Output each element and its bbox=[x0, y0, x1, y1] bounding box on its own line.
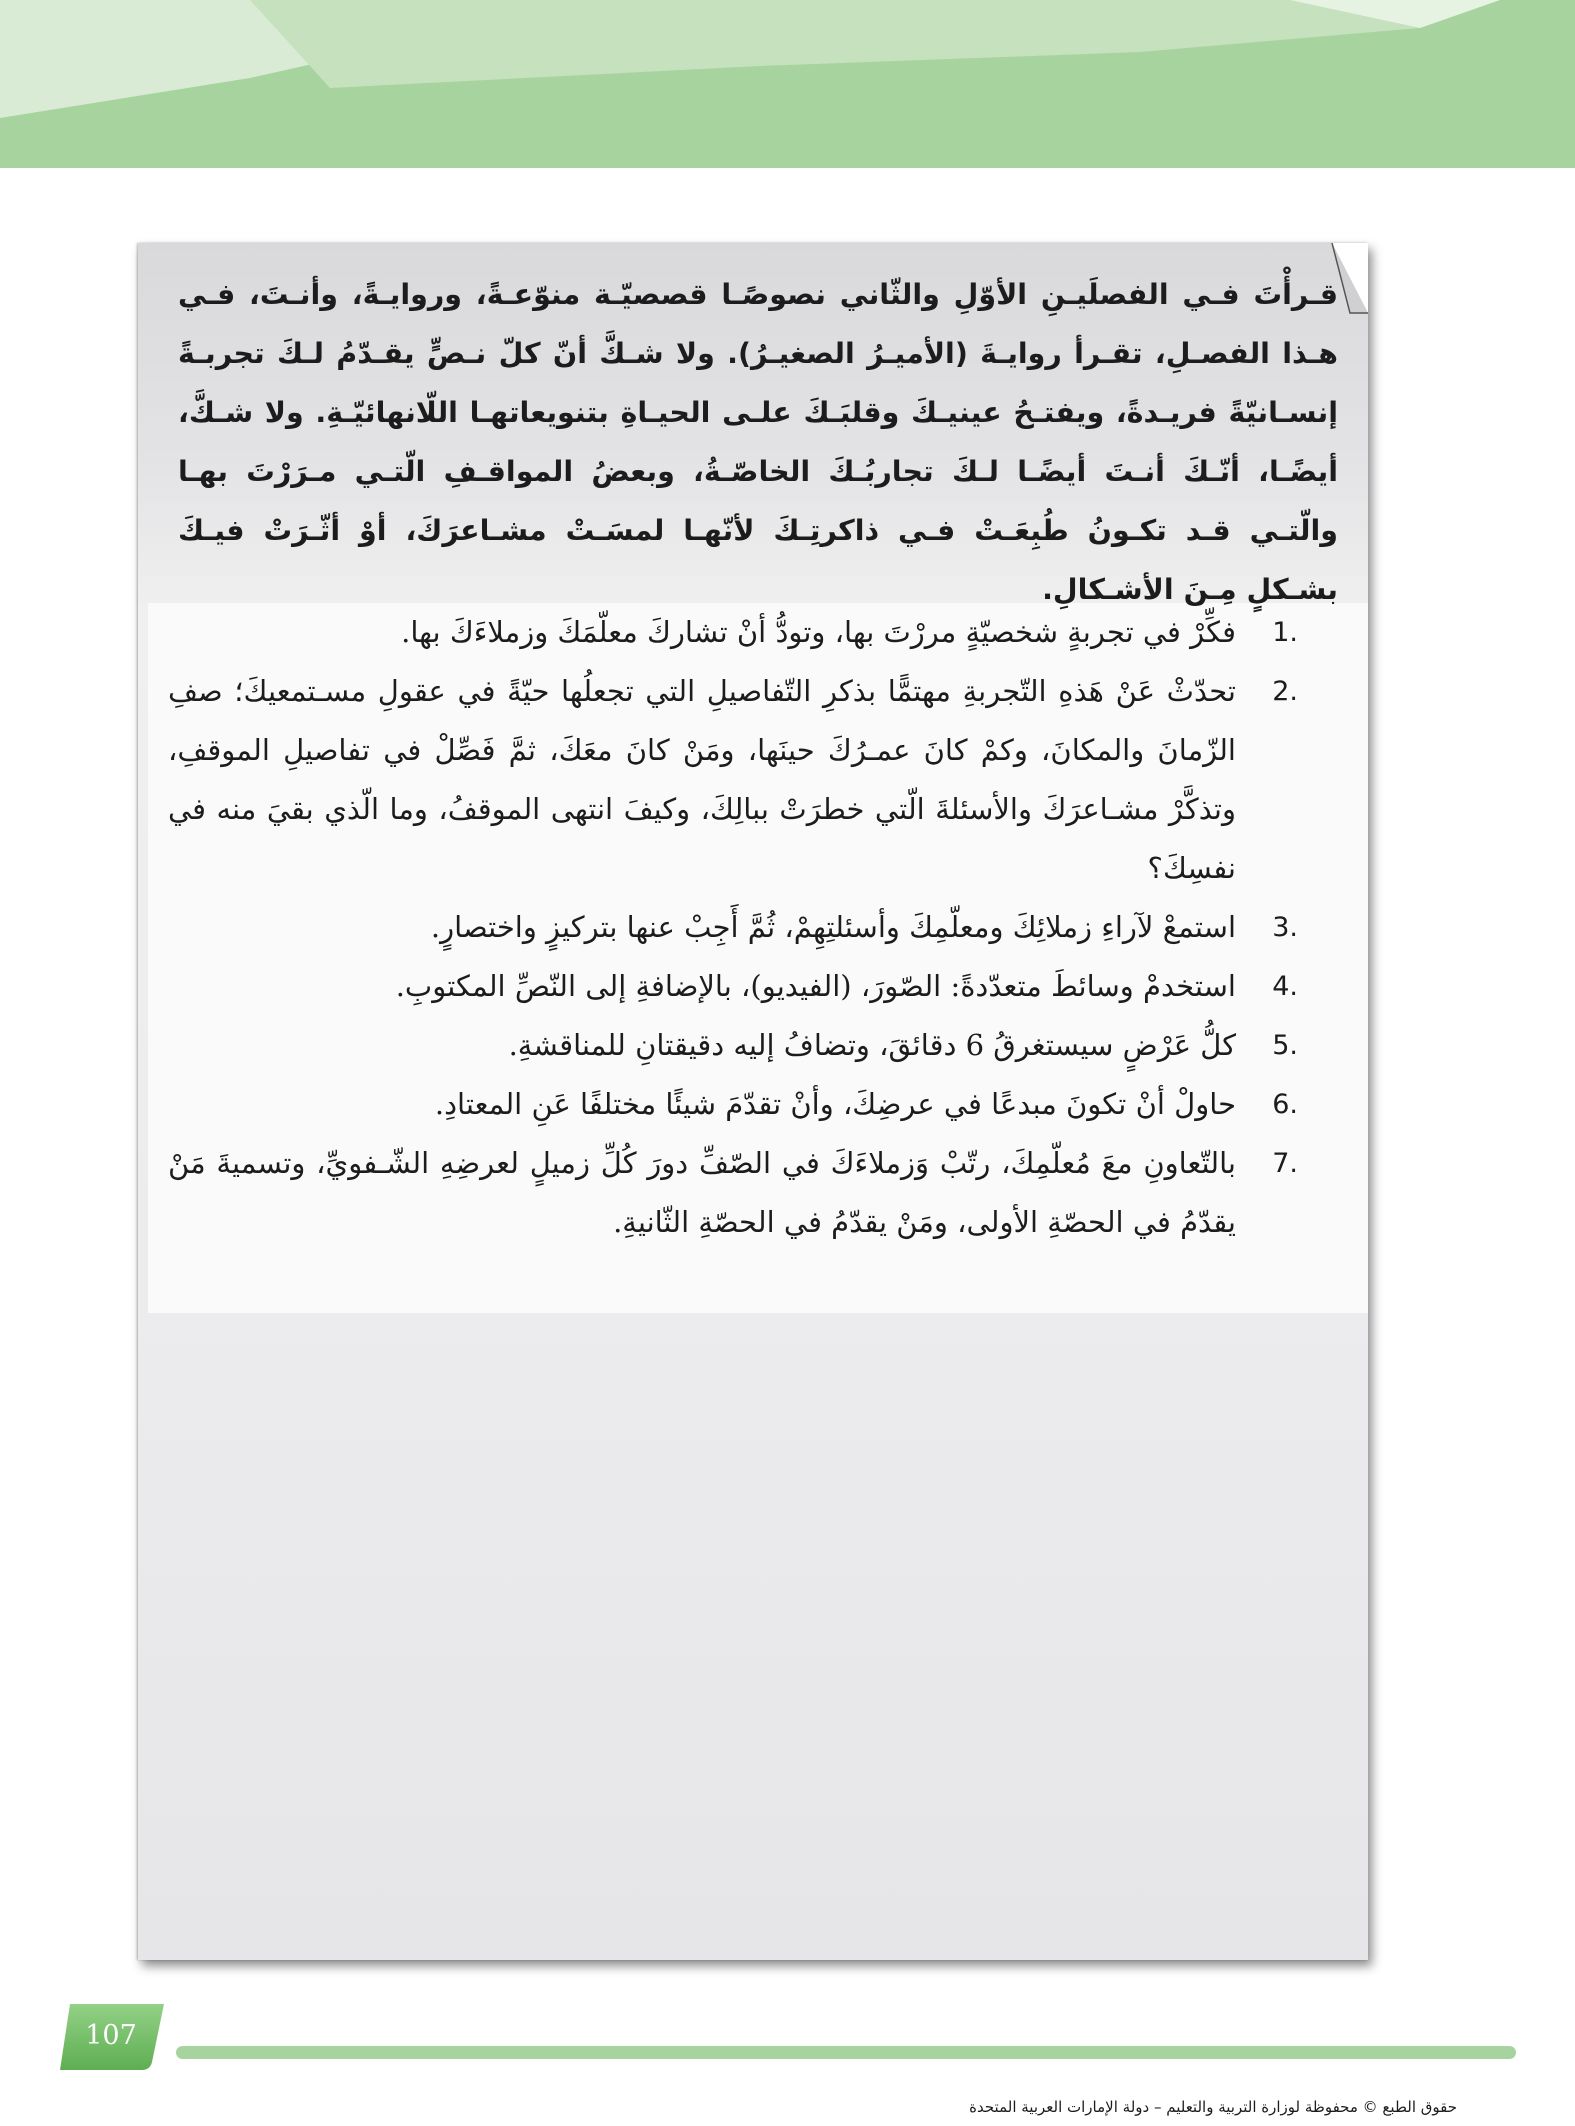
item-number: 5. bbox=[1272, 1030, 1298, 1061]
content-card bbox=[138, 243, 1368, 1960]
item-text: استمعْ لآراءِ زملائِكَ ومعلّمِكَ وأسئلتِهِمْ، ثُمَّ أَجِبْ عنها بتركيزٍ واختصارٍ. bbox=[430, 910, 1236, 944]
list-item bbox=[168, 603, 1298, 662]
header-shapes bbox=[0, 0, 1575, 168]
page-number: 107 bbox=[85, 2020, 137, 2051]
list-item bbox=[168, 1016, 1298, 1075]
item-text: استخدمْ وسائطَ متعدّدةً: الصّورَ، (الفيديو)، بالإضافةِ إلى النّصِّ المكتوبِ. bbox=[395, 969, 1236, 1003]
list-item bbox=[168, 1134, 1298, 1252]
item-number: 3. bbox=[1272, 912, 1298, 943]
item-number: 4. bbox=[1272, 971, 1298, 1002]
list-item bbox=[168, 1075, 1298, 1134]
item-text: كلُّ عَرْضٍ سيستغرقُ 6 دقائقَ، وتضافُ إليه دقيقتانِ للمناقشةِ. bbox=[508, 1028, 1236, 1062]
item-number: 7. bbox=[1272, 1148, 1298, 1179]
intro-paragraph: قـرأْتَ فـي الفصلَيـنِ الأوّلِ والثّاني نصوصًـا قصصيّـة منوّعـةً، وروايـةً، وأنـتَ، فـي هـذا الفصـلِ، تقـرأ روايـةَ (الأميـرُ الصغيـرُ). ولا شـكَّ أنّ كلّ نـصٍّ يقـدّمُ لـكَ تجربـةً إنسـانيّةً فريـدةً، ويفتـحُ عينيـكَ وقلبَـكَ علـى الحيـاةِ بتنويعاتهـا اللّانهائيّـةِ. ولا شـكَّ، أيضًـا، أنّـكَ أنـتَ أيضًـا لـكَ تجاربُـكَ الخاصّـةُ، وبعضُ المواقـفِ الّتـي مـرَرْتَ بهـا والّتـي قـد تكـونُ طُبِعَـتْ فـي ذاكرتِـكَ لأنّهـا لمسَـتْ مشـاعرَكَ، أوْ أثّـرَتْ فيـكَ بشـكلٍ مِـنَ الأشـكالِ. bbox=[178, 278, 1338, 606]
copyright-notice: حقوق الطبع © محفوظة لوزارة التربية والتعليم – دولة الإمارات العربية المتحدة bbox=[969, 2098, 1457, 2116]
header-band bbox=[0, 0, 1575, 168]
item-text: تحدّثْ عَنْ هَذهِ التّجربةِ مهتمًّا بذكرِ التّفاصيلِ التي تجعلُها حيّةً في عقولِ مسـتمعيكَ؛ صفِ الزّمانَ والمكانَ، وكمْ كانَ عمـرُكَ حينَها، ومَنْ كانَ معَكَ، ثمَّ فَصِّلْ في تفاصيلِ الموقفِ، وتذكَّرْ مشـاعرَكَ والأسئلةَ الّتي خطرَتْ ببالِكَ، وكيفَ انتهى الموقفُ، وما الّذي بقيَ منه في نفسِكَ؟ bbox=[168, 674, 1236, 885]
item-text: بالتّعاونِ معَ مُعلّمِكَ، رتّبْ وَزملاءَكَ في الصّفِّ دورَ كُلِّ زميلٍ لعرضِهِ الشّـفويِّ، وتسميةَ مَنْ يقدّمُ في الحصّةِ الأولى، ومَنْ يقدّمُ في الحصّةِ الثّانيةِ. bbox=[168, 1146, 1236, 1239]
item-text: حاولْ أنْ تكونَ مبدعًا في عرضِكَ، وأنْ تقدّمَ شيئًا مختلفًا عَنِ المعتادِ. bbox=[434, 1087, 1236, 1121]
instructions-list bbox=[168, 603, 1298, 1252]
list-item bbox=[168, 662, 1298, 898]
item-number: 1. bbox=[1272, 617, 1298, 648]
item-text: فكِّرْ في تجربةٍ شخصيّةٍ مررْتَ بها، وتودُّ أنْ تشاركَ معلّمَكَ وزملاءَكَ بها. bbox=[401, 615, 1236, 649]
list-item bbox=[168, 957, 1298, 1016]
list-item bbox=[168, 898, 1298, 957]
footer-rule bbox=[176, 2046, 1516, 2059]
item-number: 2. bbox=[1272, 676, 1298, 707]
item-number: 6. bbox=[1272, 1089, 1298, 1120]
